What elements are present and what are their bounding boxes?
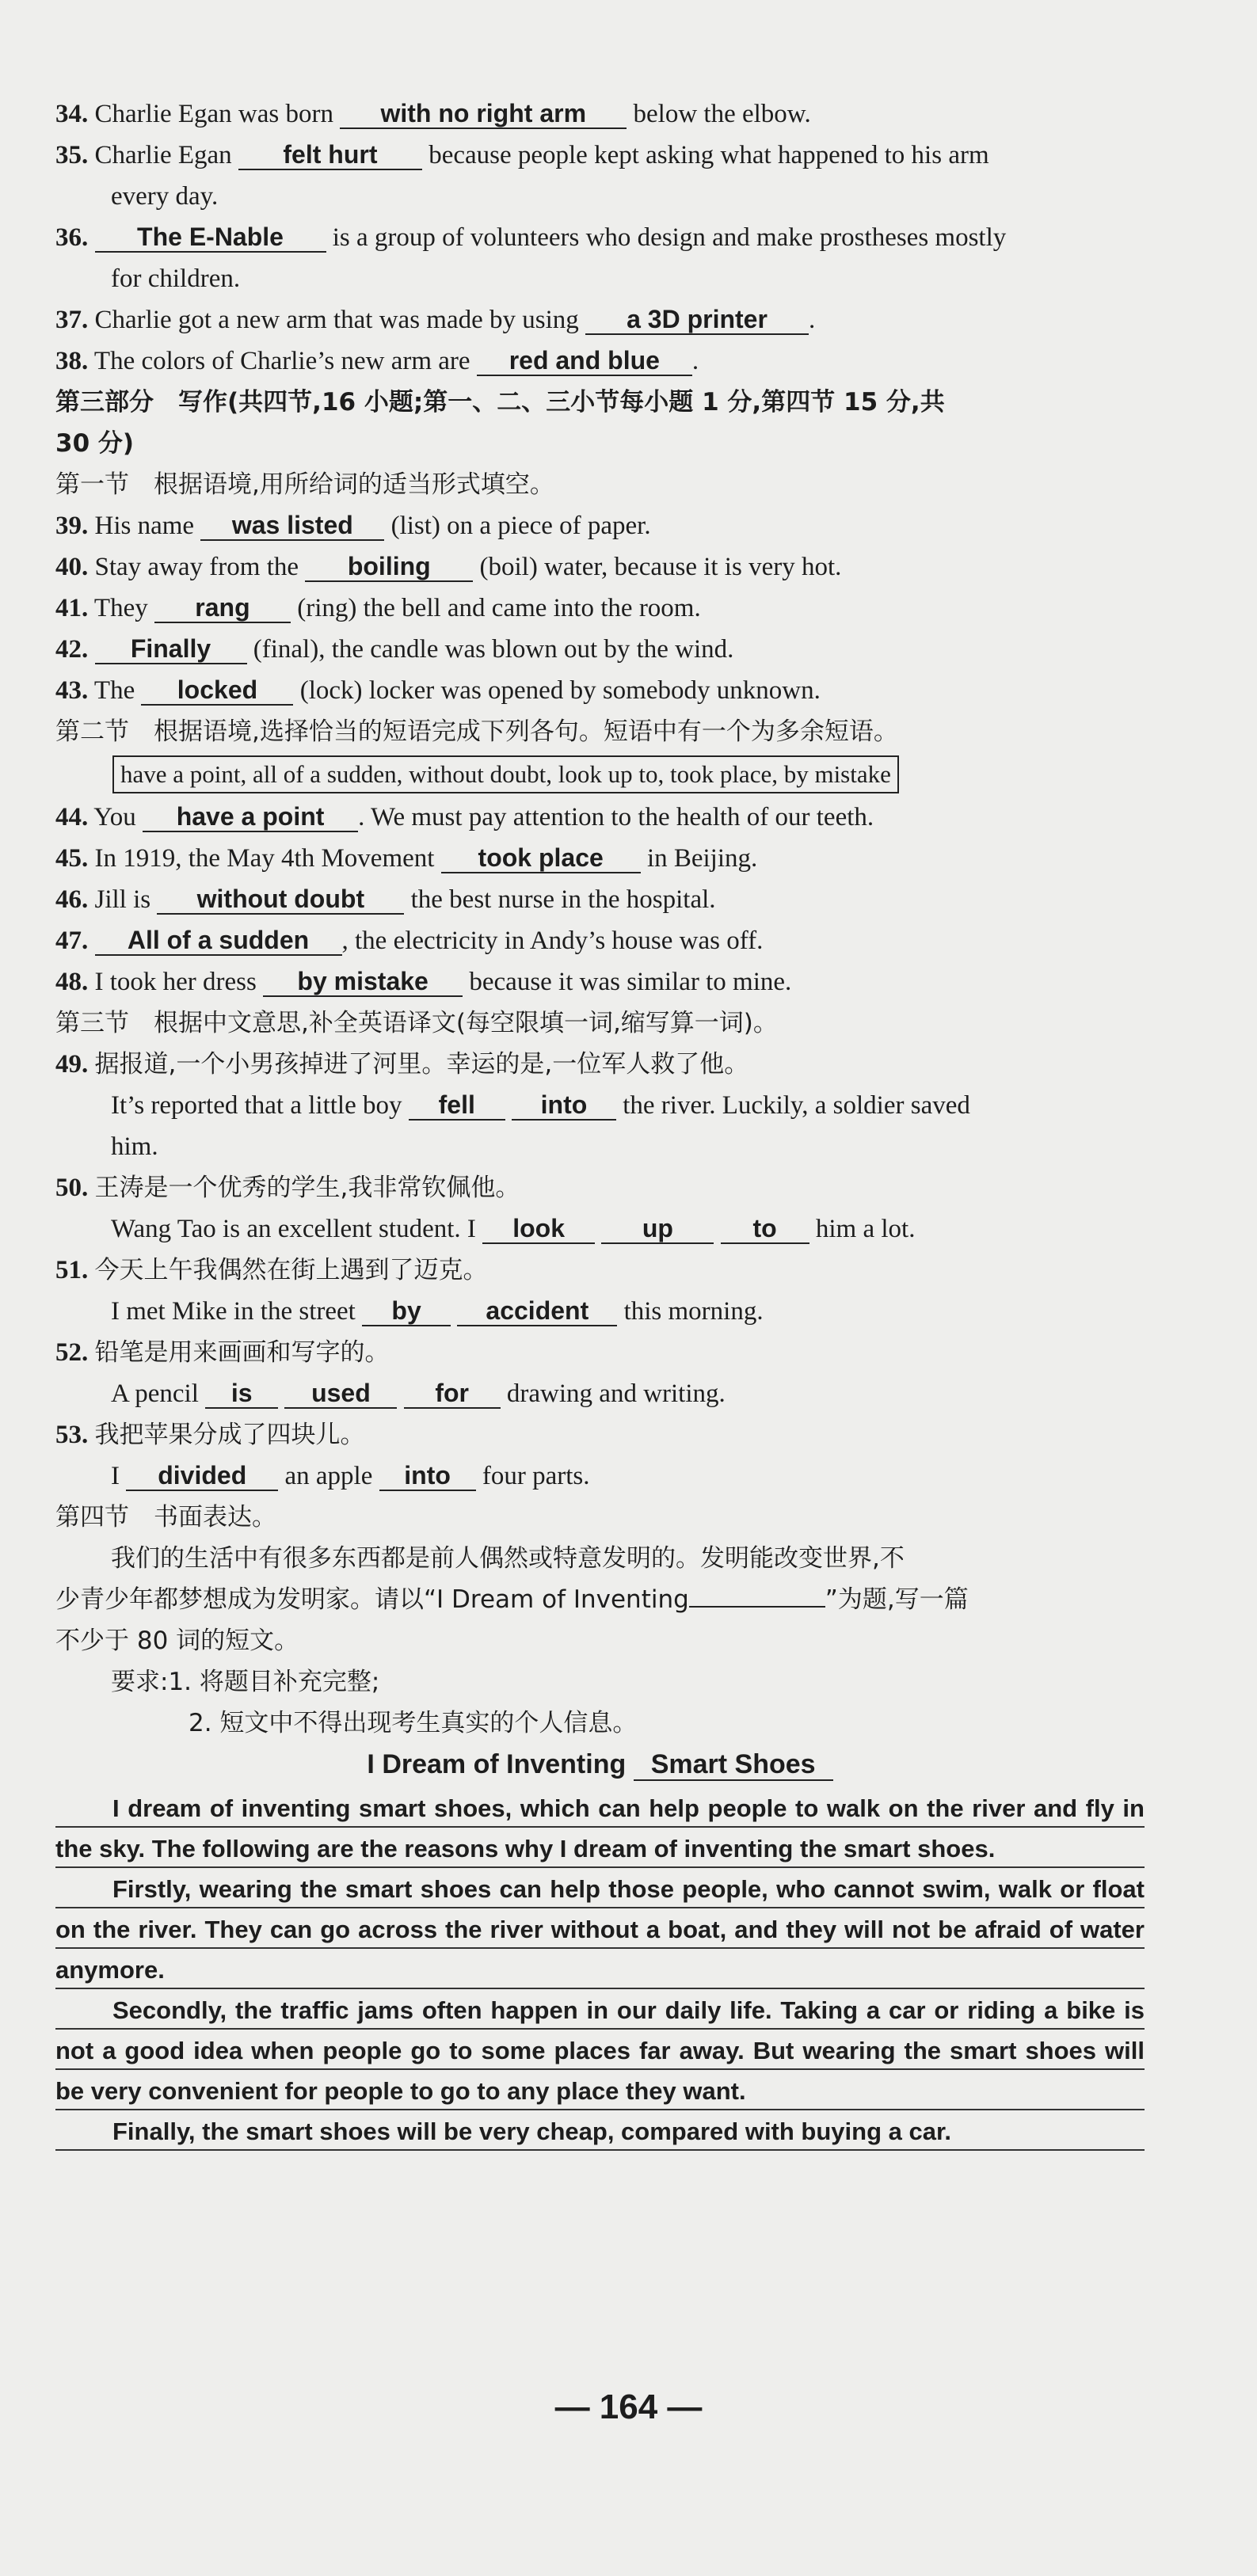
section4-title: 第四节 书面表达。 — [55, 1503, 276, 1532]
question-51-cn: 51. 今天上午我偶然在街上遇到了迈克。 — [55, 1256, 488, 1284]
question-35: 35. Charlie Egan felt hurt because people kept asking what happened to his arm — [55, 140, 989, 169]
requirement-2: 2. 短文中不得出现考生真实的个人信息。 — [189, 1709, 638, 1737]
answer-blank: used — [284, 1379, 397, 1409]
question-39: 39. His name was listed (list) on a piece of paper. — [55, 511, 651, 540]
phrase-box: have a point, all of a sudden, without doubt, look up to, took place, by mistake — [112, 755, 899, 793]
page-number: — 164 — — [554, 2388, 703, 2426]
part3-heading-cont: 30 分) — [55, 429, 135, 458]
question-51-en: I met Mike in the street by accident this morning. — [111, 1296, 764, 1326]
answer-blank: by mistake — [263, 967, 463, 997]
answer-blank: with no right arm — [340, 99, 627, 129]
section1-title: 第一节 根据语境,用所给词的适当形式填空。 — [55, 470, 554, 499]
question-35-cont: every day. — [111, 182, 219, 211]
answer-blank: Finally — [95, 634, 247, 664]
question-49-en: It’s reported that a little boy fell into the river. Luckily, a soldier saved — [111, 1090, 970, 1120]
question-38: 38. The colors of Charlie’s new arm are red and blue . — [55, 346, 699, 375]
question-36: 36. The E-Nable is a group of volunteers who design and make prostheses mostly — [55, 223, 1007, 252]
question-46: 46. Jill is without doubt the best nurse in the hospital. — [55, 885, 716, 914]
question-50-cn: 50. 王涛是一个优秀的学生,我非常钦佩他。 — [55, 1174, 520, 1202]
essay-paragraph-3: Secondly, the traffic jams often happen in our daily life. Taking a car or riding a bike is not a good idea when people go to some places far away. But wearing the smart shoes will be very convenient for people to go to any place they want. — [55, 1990, 1145, 2111]
answer-blank: accident — [457, 1296, 617, 1326]
answer-blank: fell — [409, 1090, 505, 1121]
answer-blank: for — [404, 1379, 501, 1409]
answer-blank: is — [205, 1379, 278, 1409]
question-49-cn: 49. 据报道,一个小男孩掉进了河里。幸运的是,一位军人救了他。 — [55, 1050, 749, 1079]
answer-blank: without doubt — [157, 885, 404, 915]
answer-blank: was listed — [200, 511, 384, 541]
question-40: 40. Stay away from the boiling (boil) water, because it is very hot. — [55, 552, 842, 581]
question-36-cont: for children. — [111, 264, 241, 293]
answer-blank: All of a sudden — [95, 926, 342, 956]
question-43: 43. The locked (lock) locker was opened by somebody unknown. — [55, 675, 821, 705]
question-49-cont: him. — [111, 1132, 158, 1161]
question-44: 44. You have a point . We must pay attention to the health of our teeth. — [55, 802, 874, 831]
title-blank — [689, 1606, 825, 1608]
question-53-cn: 53. 我把苹果分成了四块儿。 — [55, 1421, 365, 1449]
essay-title: I Dream of Inventing Smart Shoes — [55, 1744, 1145, 1785]
writing-prompt-line2: 少青少年都梦想成为发明家。请以“I Dream of Inventing ”为题,写一篇 — [55, 1585, 969, 1614]
answer-blank: locked — [141, 675, 293, 706]
section2-title: 第二节 根据语境,选择恰当的短语完成下列各句。短语中有一个为多余短语。 — [55, 717, 898, 746]
answer-blank: red and blue — [477, 346, 692, 376]
essay-paragraph-4: Finally, the smart shoes will be very cheap, compared with buying a car. — [55, 2111, 1145, 2152]
essay-title-blank: Smart Shoes — [634, 1749, 833, 1781]
part3-heading: 第三部分 写作(共四节,16 小题;第一、二、三小节每小题 1 分,第四节 15 分,共 — [55, 388, 945, 417]
answer-blank: up — [601, 1214, 714, 1244]
question-52-cn: 52. 铅笔是用来画画和写字的。 — [55, 1338, 390, 1367]
section3-title: 第三节 根据中文意思,补全英语译文(每空限填一词,缩写算一词)。 — [55, 1009, 778, 1037]
question-45: 45. In 1919, the May 4th Movement took place in Beijing. — [55, 843, 758, 873]
answer-blank: by — [362, 1296, 451, 1326]
requirement-1: 要求:1. 将题目补充完整; — [111, 1668, 380, 1696]
answer-blank: into — [379, 1461, 476, 1491]
writing-prompt-line1: 我们的生活中有很多东西都是前人偶然或特意发明的。发明能改变世界,不 — [111, 1544, 905, 1573]
answer-blank: a 3D printer — [585, 305, 809, 335]
question-50-en: Wang Tao is an excellent student. I look up to him a lot. — [111, 1214, 916, 1243]
writing-prompt-line3: 不少于 80 词的短文。 — [55, 1627, 299, 1655]
answer-blank: divided — [126, 1461, 278, 1491]
answer-blank: boiling — [305, 552, 473, 582]
essay-paragraph-1: I dream of inventing smart shoes, which can help people to walk on the river and fly in the sky. The following are the reasons why I dream of inventing the smart shoes. — [55, 1788, 1145, 1869]
answer-blank: have a point — [143, 802, 358, 832]
worksheet-content — [55, 93, 1145, 2152]
answer-blank: The E-Nable — [95, 223, 326, 253]
question-53-en: I divided an apple into four parts. — [111, 1461, 590, 1490]
question-37: 37. Charlie got a new arm that was made by using a 3D printer . — [55, 305, 816, 334]
question-41: 41. They rang (ring) the bell and came into the room. — [55, 593, 701, 622]
essay-paragraph-2: Firstly, wearing the smart shoes can help those people, who cannot swim, walk or float on the river. They can go across the river without a boat, and they will not be afraid of water anymore. — [55, 1869, 1145, 1990]
answer-blank: felt hurt — [238, 140, 422, 170]
question-48: 48. I took her dress by mistake because it was similar to mine. — [55, 967, 792, 996]
question-34: 34. Charlie Egan was born with no right arm below the elbow. — [55, 99, 811, 128]
answer-blank: look — [482, 1214, 595, 1244]
answer-blank: into — [512, 1090, 616, 1121]
answer-blank: rang — [154, 593, 291, 623]
essay-body — [55, 1788, 1145, 2152]
question-47: 47. All of a sudden , the electricity in Andy’s house was off. — [55, 926, 764, 955]
question-42: 42. Finally (final), the candle was blown out by the wind. — [55, 634, 734, 664]
answer-blank: to — [721, 1214, 809, 1244]
answer-blank: took place — [441, 843, 641, 873]
question-52-en: A pencil is used for drawing and writing. — [111, 1379, 726, 1408]
